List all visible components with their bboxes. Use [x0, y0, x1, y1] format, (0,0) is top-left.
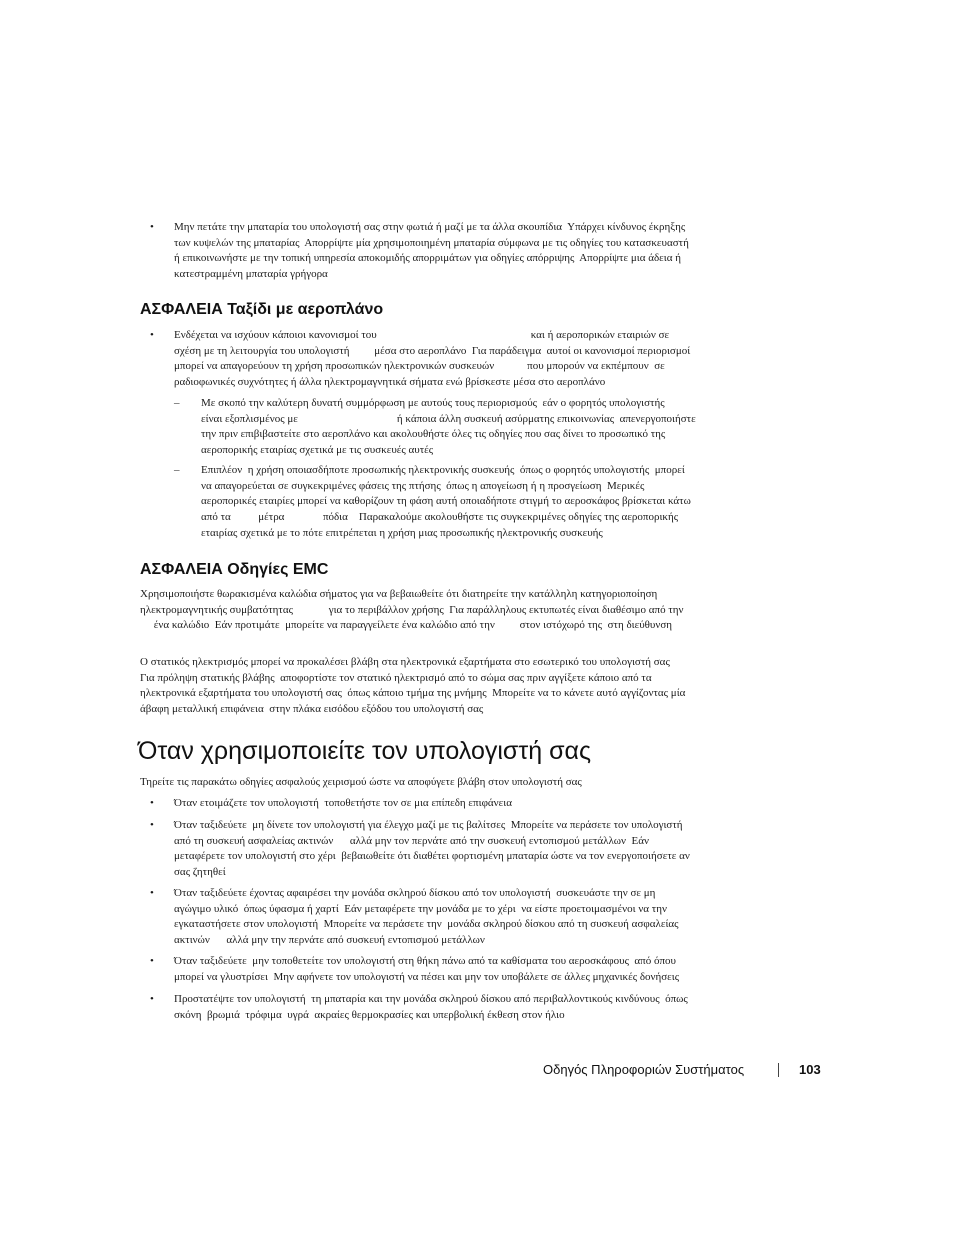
air-travel-subitem-wireless — [201, 396, 696, 459]
battery-disposal-item — [174, 220, 689, 283]
text-line: άβαφη μεταλλική επιφάνεια στην πλάκα εισόδου εξόδου του υπολογιστή σας — [140, 703, 484, 716]
text-line: εταιρίας σχετικά με το πότε επιτρέπεται η χρήση μιας προσωπικής ηλεκτρονικής συσκευής — [201, 526, 603, 539]
emc-paragraph — [140, 587, 684, 634]
text-line: Χρησιμοποιήστε θωρακισμένα καλώδια σήματος για να βεβαιωθείτε ότι διατηρείτε την κατάλληλη κατηγοριοποίηση — [140, 588, 658, 600]
text-line: των κυψελών της μπαταρίας Απορρίψτε μία χρησιμοποιημένη μπαταρία σύμφωνα με τις οδηγίες του κατασκευαστή — [174, 236, 689, 249]
text-line: Για πρόληψη στατικής βλάβης αποφορτίστε τον στατικό ηλεκτρισμό από το σώμα σας πριν αγγίξετε κάποιο από τα — [140, 671, 652, 684]
text-line: αγώγιμο υλικό όπως ύφασμα ή χαρτί Εάν μεταφέρετε την μονάδα με το χέρι να είστε προετοιμασμένοι να την — [174, 902, 667, 915]
text-line: ακτινών αλλά μην την περνάτε από συσκευή εντοπισμού μετάλλων — [174, 934, 485, 947]
bullet-marker: • — [150, 955, 154, 967]
text-line: ραδιοφωνικές συχνότητες ή άλλα ηλεκτρομαγνητικά σήματα ενώ βρίσκεστε μέσα στο αεροπλάνο — [174, 376, 606, 389]
text-line: Όταν ταξιδεύετε μη δίνετε τον υπολογιστή για έλεγχο μαζί με τις βαλίτσες Μπορείτε να περάσετε τον υπολογιστή — [174, 819, 683, 831]
text-line: ένα καλώδιο Εάν προτιμάτε μπορείτε να παραγγείλετε ένα καλώδιο από την στον ιστόχωρό της στη διεύθυνση — [140, 619, 673, 632]
text-line: είναι εξοπλισμένος με ή κάποια άλλη συσκευή ασύρματης επικοινωνίας απενεργοποιήστε — [201, 412, 696, 425]
text-line: αεροπορικής εταιρίας σχετικά με τις συσκευές αυτές — [201, 444, 434, 457]
text-line: σχέση με τη λειτουργία του υπολογιστή μέσα στο αεροπλάνο Για παράδειγμα αυτοί οι κανονισμοί περιορισμοί — [174, 344, 691, 357]
section-heading-emc: ΑΣΦΑΛΕΙΑ Οδηγίες EMC — [140, 561, 329, 578]
text-line: εγκαταστήσετε στον υπολογιστή Μπορείτε να περάσετε την μονάδα σκληρού δίσκου από τη συσκευή ασφαλείας — [174, 918, 679, 931]
text-line: μεταφέρετε τον υπολογιστή στο χέρι βεβαιωθείτε ότι διαθέτει φορτισμένη μπαταρία ώστε να τον ενεργοποιήσετε αν — [174, 850, 690, 863]
using-item-setup — [174, 796, 512, 812]
using-item-overhead — [174, 954, 679, 985]
text-line: Τηρείτε τις παρακάτω οδηγίες ασφαλούς χειρισμού ώστε να αποφύγετε βλάβη στον υπολογιστή σας — [140, 776, 582, 788]
text-line: μπορεί να απαγορεύουν τη χρήση προσωπικών ηλεκτρονικών συσκευών που μπορούν να εκπέμπουν σε — [174, 360, 665, 373]
footer-divider — [778, 1063, 779, 1077]
using-item-environment — [174, 992, 688, 1023]
text-line: την πριν επιβιβαστείτε στο αεροπλάνο και ακολουθήστε όλες τις οδηγίες που σας δίνει το προσωπικό της — [201, 428, 666, 441]
bullet-marker: • — [150, 887, 154, 899]
section-heading-air-travel: ΑΣΦΑΛΕΙΑ Ταξίδι με αεροπλάνο — [140, 301, 384, 318]
bullet-marker: • — [150, 819, 154, 831]
air-travel-item — [174, 328, 690, 391]
text-line: να απαγορεύεται σε συγκεκριμένες φάσεις της πτήσης όπως η απογείωση ή η προσγείωση Μερικές — [201, 479, 645, 492]
text-line: ηλεκτρονικά εξαρτήματα του υπολογιστή σας όπως κάποιο τμήμα της μνήμης Μπορείτε να το κάνετε αυτό αγγίζοντας μία — [140, 687, 686, 700]
air-travel-subitem-flight-phases — [201, 463, 691, 542]
page-number: 103 — [799, 1062, 821, 1077]
text-line: Ο στατικός ηλεκτρισμός μπορεί να προκαλέσει βλάβη στα ηλεκτρονικά εξαρτήματα στο εσωτερικό του υπολογιστή σας — [140, 656, 670, 668]
bullet-marker: • — [150, 221, 154, 233]
text-line: ή επικοινωνήστε με την τοπική υπηρεσία αποκομιδής απορριμάτων για οδηγίες απόρριψης Απορρίψτε μια άδεια ή — [174, 252, 682, 265]
text-line: από τη συσκευή ασφαλείας ακτινών αλλά μην τον περνάτε από την συσκευή εντοπισμού μετάλλων Εάν — [174, 834, 649, 847]
dash-marker: – — [174, 397, 180, 409]
text-line: σας ζητηθεί — [174, 866, 226, 879]
text-line: ηλεκτρομαγνητικής συμβατότητας για το περιβάλλον χρήσης Για παράλληλους εκτυπωτές είναι διαθέσιμο από την — [140, 603, 684, 616]
text-line: Με σκοπό την καλύτερη δυνατή συμμόρφωση με αυτούς τους περιορισμούς εάν ο φορητός υπολογιστής — [201, 397, 665, 409]
bullet-marker: • — [150, 993, 154, 1005]
text-line: Προστατέψτε τον υπολογιστή τη μπαταρία και την μονάδα σκληρού δίσκου από περιβαλλοντικούς κινδύνους όπως — [174, 993, 688, 1005]
text-line: σκόνη βρωμιά τρόφιμα υγρά ακραίες θερμοκρασίες και υπερβολική έκθεση στον ήλιο — [174, 1008, 565, 1021]
text-line: μπορεί να γλυστρίσει Μην αφήνετε τον υπολογιστή να πέσει και μην τον υποβάλετε σε άλλες μηχανικές δονήσεις — [174, 970, 680, 983]
text-line: κατεστραμμένη μπαταρία γρήγορα — [174, 268, 328, 281]
dash-marker: – — [174, 464, 180, 476]
using-item-luggage — [174, 818, 690, 881]
text-line: αεροπορικές εταιρίες μπορεί να καθορίζουν τη φάση αυτή οποιαδήποτε στιγμή το αεροσκάφος βρίσκεται κάτω — [201, 495, 691, 508]
text-line: Όταν ταξιδεύετε έχοντας αφαιρέσει την μονάδα σκληρού δίσκου από τον υπολογιστή συσκευάστε την σε μη — [174, 887, 656, 899]
footer-title: Οδηγός Πληροφοριών Συστήματος — [543, 1062, 745, 1077]
text-line: Όταν ετοιμάζετε τον υπολογιστή τοποθετήστε τον σε μια επίπεδη επιφάνεια — [174, 797, 512, 809]
text-line: Όταν ταξιδεύετε μην τοποθετείτε τον υπολογιστή στη θήκη πάνω από τα καθίσματα του αεροσκάφους από όπου — [174, 955, 676, 967]
bullet-marker: • — [150, 329, 154, 341]
text-line: Ενδέχεται να ισχύουν κάποιοι κανονισμοί του και ή αεροπορικών εταιριών σε — [174, 329, 670, 341]
bullet-marker: • — [150, 797, 154, 809]
page-section-title: Όταν χρησιμοποιείτε τον υπολογιστή σας — [138, 737, 592, 765]
text-line: Επιπλέον η χρήση οποιασδήποτε προσωπικής ηλεκτρονικής συσκευής όπως ο φορητός υπολογιστής μπορεί — [201, 464, 685, 476]
using-item-hard-drive — [174, 886, 679, 949]
text-line: Μην πετάτε την μπαταρία του υπολογιστή σας στην φωτιά ή μαζί με τα άλλα σκουπίδια Υπάρχει κίνδυνος έκρηξης — [174, 221, 686, 233]
using-intro — [140, 775, 582, 791]
static-electricity-paragraph — [140, 655, 685, 718]
text-line: από τα μέτρα πόδια Παρακαλούμε ακολουθήστε τις συγκεκριμένες οδηγίες της αεροπορικής — [201, 511, 679, 524]
